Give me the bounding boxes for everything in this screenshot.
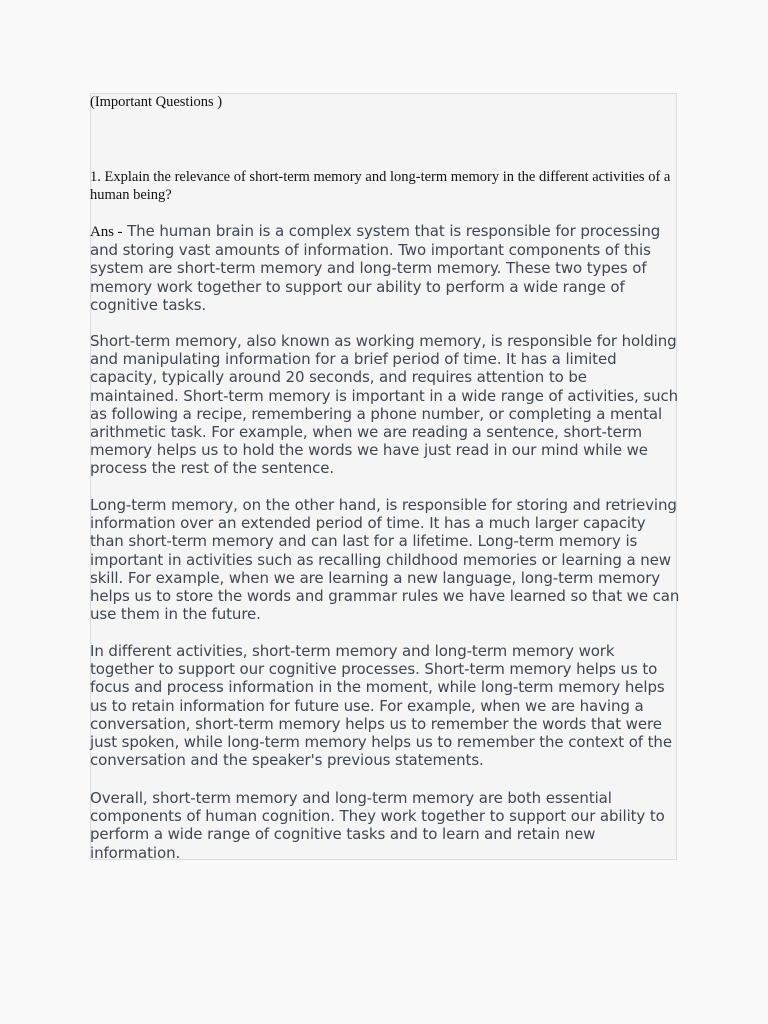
answer-paragraph-5: Overall, short-term memory and long-term memory are both essential components of human cognition. They work together to support our ability to perform a wide range of cognitive tasks and to learn and retain new information. [90,789,665,862]
question-text: 1. Explain the relevance of short-term memory and long-term memory in the different activities of a human being? [90,169,671,203]
document-heading: (Important Questions ) [90,94,223,110]
answer-label: Ans - [90,224,123,240]
answer-paragraph-2: Short-term memory, also known as working memory, is responsible for holding and manipulating information for a brief period of time. It has a limited capacity, typically around 20 seconds, and requires attention to be maintained. Short-term memory is important in a wide range of activities, such as following a recipe, remembering a phone number, or completing a mental arithmetic task. For example, when we are reading a sentence, short-term memory helps us to hold the words we have just read in our mind while we process the rest of the sentence. [90,332,679,478]
answer-paragraph-1-text: The human brain is a complex system that is responsible for processing and storing vast amounts of information. Two important components of this system are short-term memory and long-term memory. These two types of memory work together to support our ability to perform a wide range of cognitive tasks. [90,222,661,314]
answer-paragraph-3: Long-term memory, on the other hand, is responsible for storing and retrieving information over an extended period of time. It has a much larger capacity than short-term memory and can last for a lifetime. Long-term memory is important in activities such as recalling childhood memories or learning a new skill. For example, when we are learning a new language, long-term memory helps us to store the words and grammar rules we have learned so that we can use them in the future. [90,496,680,624]
answer-paragraph-4: In different activities, short-term memory and long-term memory work together to support our cognitive processes. Short-term memory helps us to focus and process information in the moment, while long-term memory helps us to retain information for future use. For example, when we are having a conversation, short-term memory helps us to remember the words that were just spoken, while long-term memory helps us to remember the context of the conversation and the speaker's previous statements. [90,642,672,770]
answer-paragraph-1 [90,222,680,314]
